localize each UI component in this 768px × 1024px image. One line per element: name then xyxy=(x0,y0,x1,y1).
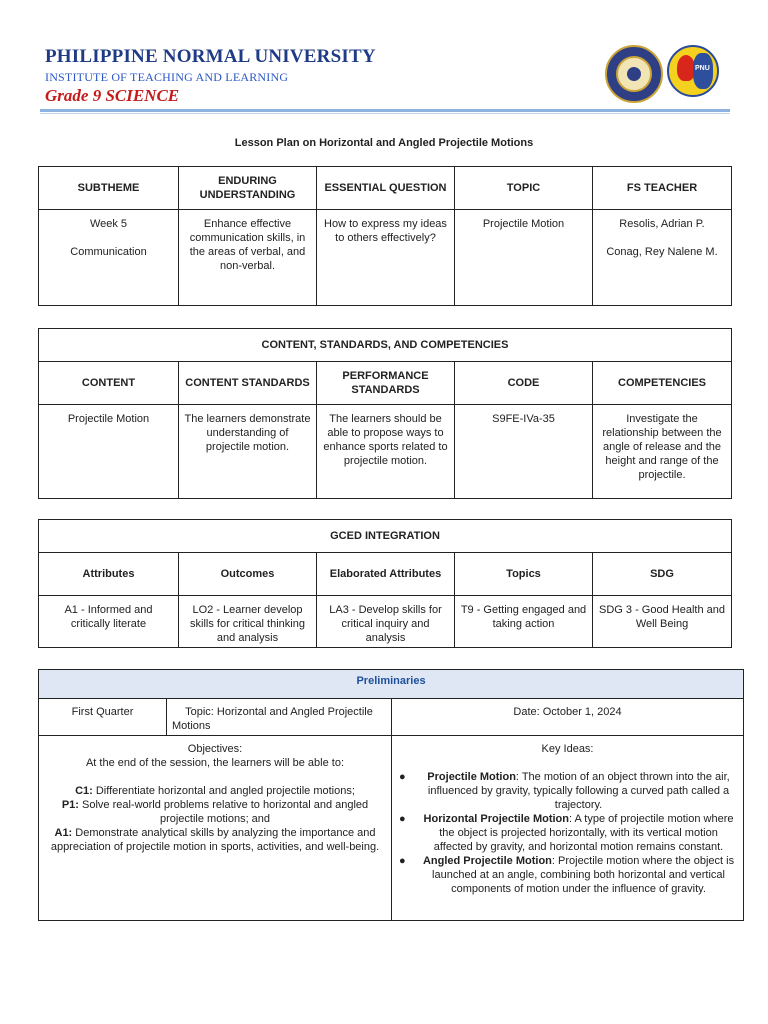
preliminaries-table xyxy=(38,669,744,921)
sdg-cell: SDG 3 - Good Health and Well Being xyxy=(593,596,732,648)
overview-header-row xyxy=(39,167,732,210)
header-content-standards: CONTENT STANDARDS xyxy=(179,362,317,405)
header-rule xyxy=(40,109,730,112)
objectives-label: Objectives: xyxy=(187,743,243,755)
header-elaborated-attributes: Elaborated Attributes xyxy=(317,553,455,596)
topics-cell: T9 - Getting engaged and taking action xyxy=(455,596,593,648)
preliminaries-caption: Preliminaries xyxy=(39,670,744,699)
header-rule-thin xyxy=(40,113,730,114)
header-enduring-understanding: ENDURING UNDERSTANDING xyxy=(179,167,317,210)
university-name: PHILIPPINE NORMAL UNIVERSITY xyxy=(45,46,376,67)
overview-row xyxy=(39,210,732,306)
header-fs-teacher: FS TEACHER xyxy=(593,167,732,210)
subtheme-name: Communication xyxy=(70,246,147,258)
header-subtheme: SUBTHEME xyxy=(39,167,179,210)
bullet-icon: ● xyxy=(399,855,406,867)
key-idea-projectile-motion: ● Projectile Motion: The motion of an object thrown into the air, influenced by gravity, typically following a curved path called a trajectory. xyxy=(399,771,730,811)
objective-c1: C1: Differentiate horizontal and angled projectile motions; xyxy=(75,785,355,797)
subtheme-cell xyxy=(39,210,179,306)
essential-question-cell: How to express my ideas to others effectively? xyxy=(317,210,455,306)
enduring-understanding-cell: Enhance effective communication skills, in the areas of verbal, and non-verbal. xyxy=(179,210,317,306)
content-cell: Projectile Motion xyxy=(39,405,179,499)
header-code: CODE xyxy=(455,362,593,405)
header-outcomes: Outcomes xyxy=(179,553,317,596)
gced-header-row xyxy=(39,553,732,596)
bullet-icon: ● xyxy=(399,771,406,783)
key-ideas-cell xyxy=(392,736,744,921)
preliminaries-body-row xyxy=(39,736,744,921)
teacher-1: Resolis, Adrian P. xyxy=(619,218,705,230)
key-ideas-label: Key Ideas: xyxy=(541,743,594,755)
key-idea-angled: ● Angled Projectile Motion: Projectile motion where the object is launched at an angle, combining both horizontal and vertical components of motion under the influence of gravity. xyxy=(399,855,735,895)
pnu-logo xyxy=(667,45,719,97)
overview-table xyxy=(38,166,732,306)
outcomes-cell: LO2 - Learner develop skills for critical thinking and analysis xyxy=(179,596,317,648)
topic-cell: Projectile Motion xyxy=(455,210,593,306)
grade-subject: Grade 9 SCIENCE xyxy=(45,86,180,105)
header-content: CONTENT xyxy=(39,362,179,405)
subtheme-week: Week 5 xyxy=(89,218,128,230)
objective-a1: A1: Demonstrate analytical skills by analyzing the importance and appreciation of projectile motion in sports, activities, and well-being. xyxy=(50,827,380,853)
gced-table xyxy=(38,519,732,648)
code-cell: S9FE-IVa-35 xyxy=(455,405,593,499)
pnu-logo-text: PNU xyxy=(695,65,710,72)
standards-header-row xyxy=(39,362,732,405)
gced-caption: GCED INTEGRATION xyxy=(39,520,732,553)
university-seal-logo xyxy=(605,45,663,103)
institute-name: INSTITUTE OF TEACHING AND LEARNING xyxy=(45,70,289,84)
preliminaries-info-row xyxy=(39,699,744,736)
key-ideas-list xyxy=(397,770,738,896)
lesson-plan-title: Lesson Plan on Horizontal and Angled Projectile Motions xyxy=(234,137,534,149)
standards-table xyxy=(38,328,732,499)
elaborated-attributes-cell: LA3 - Develop skills for critical inquiry and analysis xyxy=(317,596,455,648)
bullet-icon: ● xyxy=(399,813,406,825)
teacher-2: Conag, Rey Nalene M. xyxy=(606,246,718,258)
gced-row xyxy=(39,596,732,648)
header-topic: TOPIC xyxy=(455,167,593,210)
header-topics: Topics xyxy=(455,553,593,596)
header-performance-standards: PERFORMANCE STANDARDS xyxy=(317,362,455,405)
header-sdg: SDG xyxy=(593,553,732,596)
standards-row xyxy=(39,405,732,499)
competencies-cell: Investigate the relationship between the angle of release and the height and range of the projectile. xyxy=(593,405,732,499)
fs-teacher-cell xyxy=(593,210,732,306)
content-standards-cell: The learners demonstrate understanding of projectile motion. xyxy=(179,405,317,499)
prelim-topic-cell: Topic: Horizontal and Angled Projectile Motions xyxy=(167,699,392,736)
header-attributes: Attributes xyxy=(39,553,179,596)
key-idea-horizontal: ● Horizontal Projectile Motion: A type of projectile motion where the object is projected horizontally, with its vertical motion affected by gravity, and horizontal motion remains constant. xyxy=(399,813,734,853)
objectives-cell xyxy=(39,736,392,921)
date-cell: Date: October 1, 2024 xyxy=(392,699,744,736)
attributes-cell: A1 - Informed and critically literate xyxy=(39,596,179,648)
header-essential-question: ESSENTIAL QUESTION xyxy=(317,167,455,210)
quarter-cell: First Quarter xyxy=(39,699,167,736)
header-competencies: COMPETENCIES xyxy=(593,362,732,405)
standards-caption: CONTENT, STANDARDS, AND COMPETENCIES xyxy=(39,329,732,362)
performance-standards-cell: The learners should be able to propose ways to enhance sports related to projectile motion. xyxy=(317,405,455,499)
objectives-intro: At the end of the session, the learners will be able to: xyxy=(85,757,345,769)
objective-p1: P1: Solve real-world problems relative to horizontal and angled projectile motions; and xyxy=(61,799,369,825)
